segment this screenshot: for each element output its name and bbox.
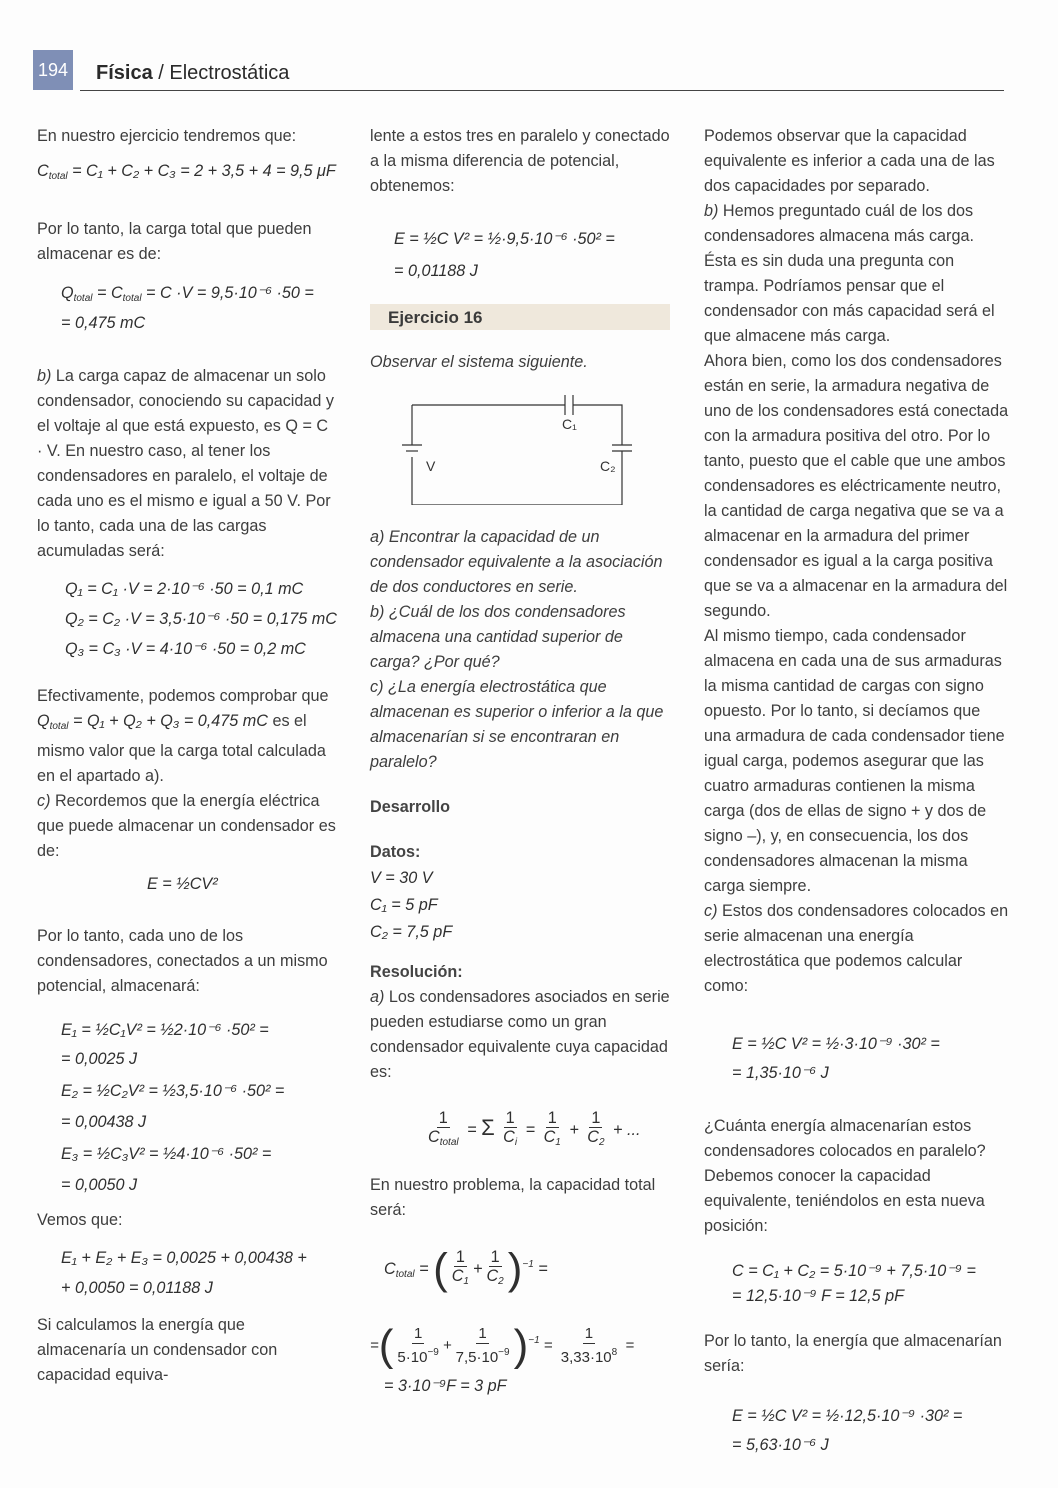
equation-q3: Q₃ = C₃ ·V = 4·10⁻⁶ ·50 = 0,2 mC bbox=[65, 640, 306, 658]
data-v: V = 30 V bbox=[370, 869, 433, 887]
equation-ctotal: $C_{total} = C_1 + C_2 + C_3 = 2 + 3,5 + 4 = 9,5$ μF bbox=[37, 162, 336, 182]
equation-e3a: E₃ = ½C₃V² = ½4·10⁻⁶ ·50² = bbox=[61, 1145, 272, 1163]
data-c2: C₂ = 7,5 pF bbox=[370, 923, 453, 941]
c2-label: C₂ bbox=[600, 458, 616, 474]
paragraph: Podemos observar que la capacidad equivalente es inferior a cada una de las dos capacidades por separado. bbox=[704, 127, 995, 195]
paragraph: En nuestro ejercicio tendremos que: bbox=[37, 127, 297, 145]
equation-q2: Q₂ = C₂ ·V = 3,5·10⁻⁶ ·50 = 0,175 mC bbox=[65, 610, 337, 628]
paragraph: b) La carga capaz de almacenar un solo condensador, conociendo su capacidad y el voltaje al que está expuesto, es Q = C · V. En nuestro caso, al tener los condensadores en paralelo, el voltaje de cada uno es el mismo e igual a 50 V. Por lo tanto, cada una de las cargas acumuladas será: bbox=[37, 367, 334, 560]
paragraph: b) Hemos preguntado cuál de los dos condensadores almacena más carga. Ésta es sin duda una pregunta con trampa. Podríamos pensar que el condensador con más capacidad será el que almacene más carga. bbox=[704, 202, 995, 345]
exercise-prompt: Observar el sistema siguiente. bbox=[370, 353, 588, 371]
paragraph: a) Los condensadores asociados en serie pueden estudiarse como un gran condensador equivalente cuya capacidad es: bbox=[370, 988, 670, 1081]
paragraph: lente a estos tres en paralelo y conectado a la misma diferencia de potencial, obtenemos: bbox=[370, 127, 670, 195]
equation-qtotal-2: = 0,475 mC bbox=[61, 314, 146, 332]
column-1 bbox=[37, 124, 337, 1388]
equation-c-parallel-2: = 12,5·10⁻⁹ F = 12,5 pF bbox=[732, 1287, 905, 1305]
resolution-title: Resolución: bbox=[370, 963, 463, 981]
header-topic: Electrostática bbox=[169, 62, 290, 84]
equation-e-series-1: E = ½C V² = ½·3·10⁻⁹ ·30² = bbox=[732, 1035, 940, 1053]
header-rule bbox=[80, 90, 1004, 91]
equation-e-parallel-2: = 0,01188 J bbox=[394, 262, 478, 280]
paragraph: Por lo tanto, la energía que almacenarían sería: bbox=[704, 1332, 1002, 1375]
paragraph: En nuestro problema, la capacidad total será: bbox=[370, 1176, 656, 1219]
equation-e-series-2: = 1,35·10⁻⁶ J bbox=[732, 1064, 829, 1082]
question-c: c) ¿La energía electrostática que almacenan es superior o inferior a la que almacenarían si se encontraran en paralelo? bbox=[370, 678, 664, 771]
question-a: a) Encontrar la capacidad de un condensador equivalente a la asociación de dos conductores en serie. bbox=[370, 528, 663, 596]
equation-ctotal-result: = 3·10⁻⁹F = 3 pF bbox=[384, 1377, 507, 1395]
column-2 bbox=[370, 124, 675, 1399]
equation-ctotal-values: =( $\frac{1}{5\cdot 10^{-9}}$ + $\frac{1}{7,5\cdot 10^{-9}}$ )$^{-1}$ = $\frac{1}{3,33\cdot 10^8}$ = bbox=[370, 1321, 635, 1371]
paragraph: Ahora bien, como los dos condensadores están en serie, la armadura negativa de uno de los condensadores está conectada con la armadura positiva del otro. Por lo tanto, puesto que el cable que une ambos condensadores es eléctricamente neutro, la cantidad de carga negativa que se va a almacenar en la armadura del primer condensador es igual a la carga positiva que se va a almacenar en la armadura del segundo. bbox=[704, 352, 1009, 620]
paragraph: Por lo tanto, cada uno de los condensadores, conectados a un mismo potencial, almacenará: bbox=[37, 927, 328, 995]
v-label: V bbox=[426, 458, 436, 474]
equation-e3b: = 0,0050 J bbox=[61, 1176, 138, 1194]
data-c1: C₁ = 5 pF bbox=[370, 896, 438, 914]
equation-e-final-2: = 5,63·10⁻⁶ J bbox=[732, 1436, 829, 1454]
paragraph: Si calculamos la energía que almacenaría un condensador con capacidad equiva- bbox=[37, 1316, 278, 1384]
data-title: Datos: bbox=[370, 843, 421, 861]
c1-label: C₁ bbox=[562, 416, 577, 432]
paragraph: $Q_{total} = Q_1 + Q_2 + Q_3 = 0,475$ mC es el mismo valor que la carga total calculada en el apartado a). bbox=[37, 712, 326, 785]
question-b: b) ¿Cuál de los dos condensadores almacena una cantidad superior de carga? ¿Por qué? bbox=[370, 603, 626, 671]
paragraph: Al mismo tiempo, cada condensador almacena en cada una de sus armaduras la misma cantidad de cargas con signo opuesto. Por lo tanto, si decíamos que una armadura de cada condensador tiene igual carga, podemos asegurar que las cuatro armaduras contienen la misma carga (dos de ellas de signo + y dos de signo –), y, en consecuencia, los dos condensadores almacenan la misma carga siempre. bbox=[704, 627, 1005, 895]
circuit-diagram bbox=[400, 385, 660, 505]
paragraph: c) Recordemos que la energía eléctrica que puede almacenar un condensador es de: bbox=[37, 792, 336, 860]
equation-energy: E = ½CV² bbox=[147, 875, 218, 893]
column-3 bbox=[704, 124, 1009, 1458]
equation-e2b: = 0,00438 J bbox=[61, 1113, 147, 1131]
equation-q1: Q₁ = C₁ ·V = 2·10⁻⁶ ·50 = 0,1 mC bbox=[65, 580, 304, 598]
paragraph: ¿Cuánta energía almacenarían estos condensadores colocados en paralelo? Debemos conocer la capacidad equivalente, teniéndolos en esta nueva posición: bbox=[704, 1117, 986, 1235]
page-number: 194 bbox=[33, 50, 73, 90]
equation-series: $\frac{1}{C_{total}}$ = Σ $\frac{1}{C_i}$ = $\frac{1}{C_1}$ + $\frac{1}{C_2}$ + ... bbox=[428, 1109, 641, 1149]
running-header bbox=[96, 62, 289, 85]
equation-sum-2: + 0,0050 = 0,01188 J bbox=[61, 1279, 213, 1297]
paragraph: Efectivamente, podemos comprobar que bbox=[37, 687, 329, 705]
equation-e1a: E₁ = ½C₁V² = ½2·10⁻⁶ ·50² = bbox=[61, 1021, 269, 1039]
header-separator: / bbox=[152, 62, 170, 84]
equation-ctotal-series: $C_{total}$ = ( $\frac{1}{C_1}$ + $\frac{1}{C_2}$ )$^{-1}$ = bbox=[384, 1244, 548, 1294]
equation-e2a: E₂ = ½C₂V² = ½3,5·10⁻⁶ ·50² = bbox=[61, 1082, 285, 1100]
exercise-banner: Ejercicio 16 bbox=[370, 304, 670, 330]
header-subject: Física bbox=[96, 62, 153, 84]
equation-qtotal-1: $Q_{total} = C_{total} = C \cdot V = 9,5\cdot 10^{-6} \cdot 50$ = bbox=[61, 284, 314, 304]
equation-e1b: = 0,0025 J bbox=[61, 1050, 138, 1068]
section-title: Desarrollo bbox=[370, 798, 451, 816]
equation-e-final-1: E = ½C V² = ½·12,5·10⁻⁹ ·30² = bbox=[732, 1407, 963, 1425]
paragraph: c) Estos dos condensadores colocados en serie almacenan una energía electrostática que podemos calcular como: bbox=[704, 902, 1009, 995]
paragraph: Vemos que: bbox=[37, 1211, 123, 1229]
equation-sum-1: E₁ + E₂ + E₃ = 0,0025 + 0,00438 + bbox=[61, 1249, 307, 1267]
equation-e-parallel-1: E = ½C V² = ½·9,5·10⁻⁶ ·50² = bbox=[394, 230, 615, 248]
equation-c-parallel-1: C = C₁ + C₂ = 5·10⁻⁹ + 7,5·10⁻⁹ = bbox=[732, 1262, 976, 1280]
paragraph: Por lo tanto, la carga total que pueden almacenar es de: bbox=[37, 220, 312, 263]
